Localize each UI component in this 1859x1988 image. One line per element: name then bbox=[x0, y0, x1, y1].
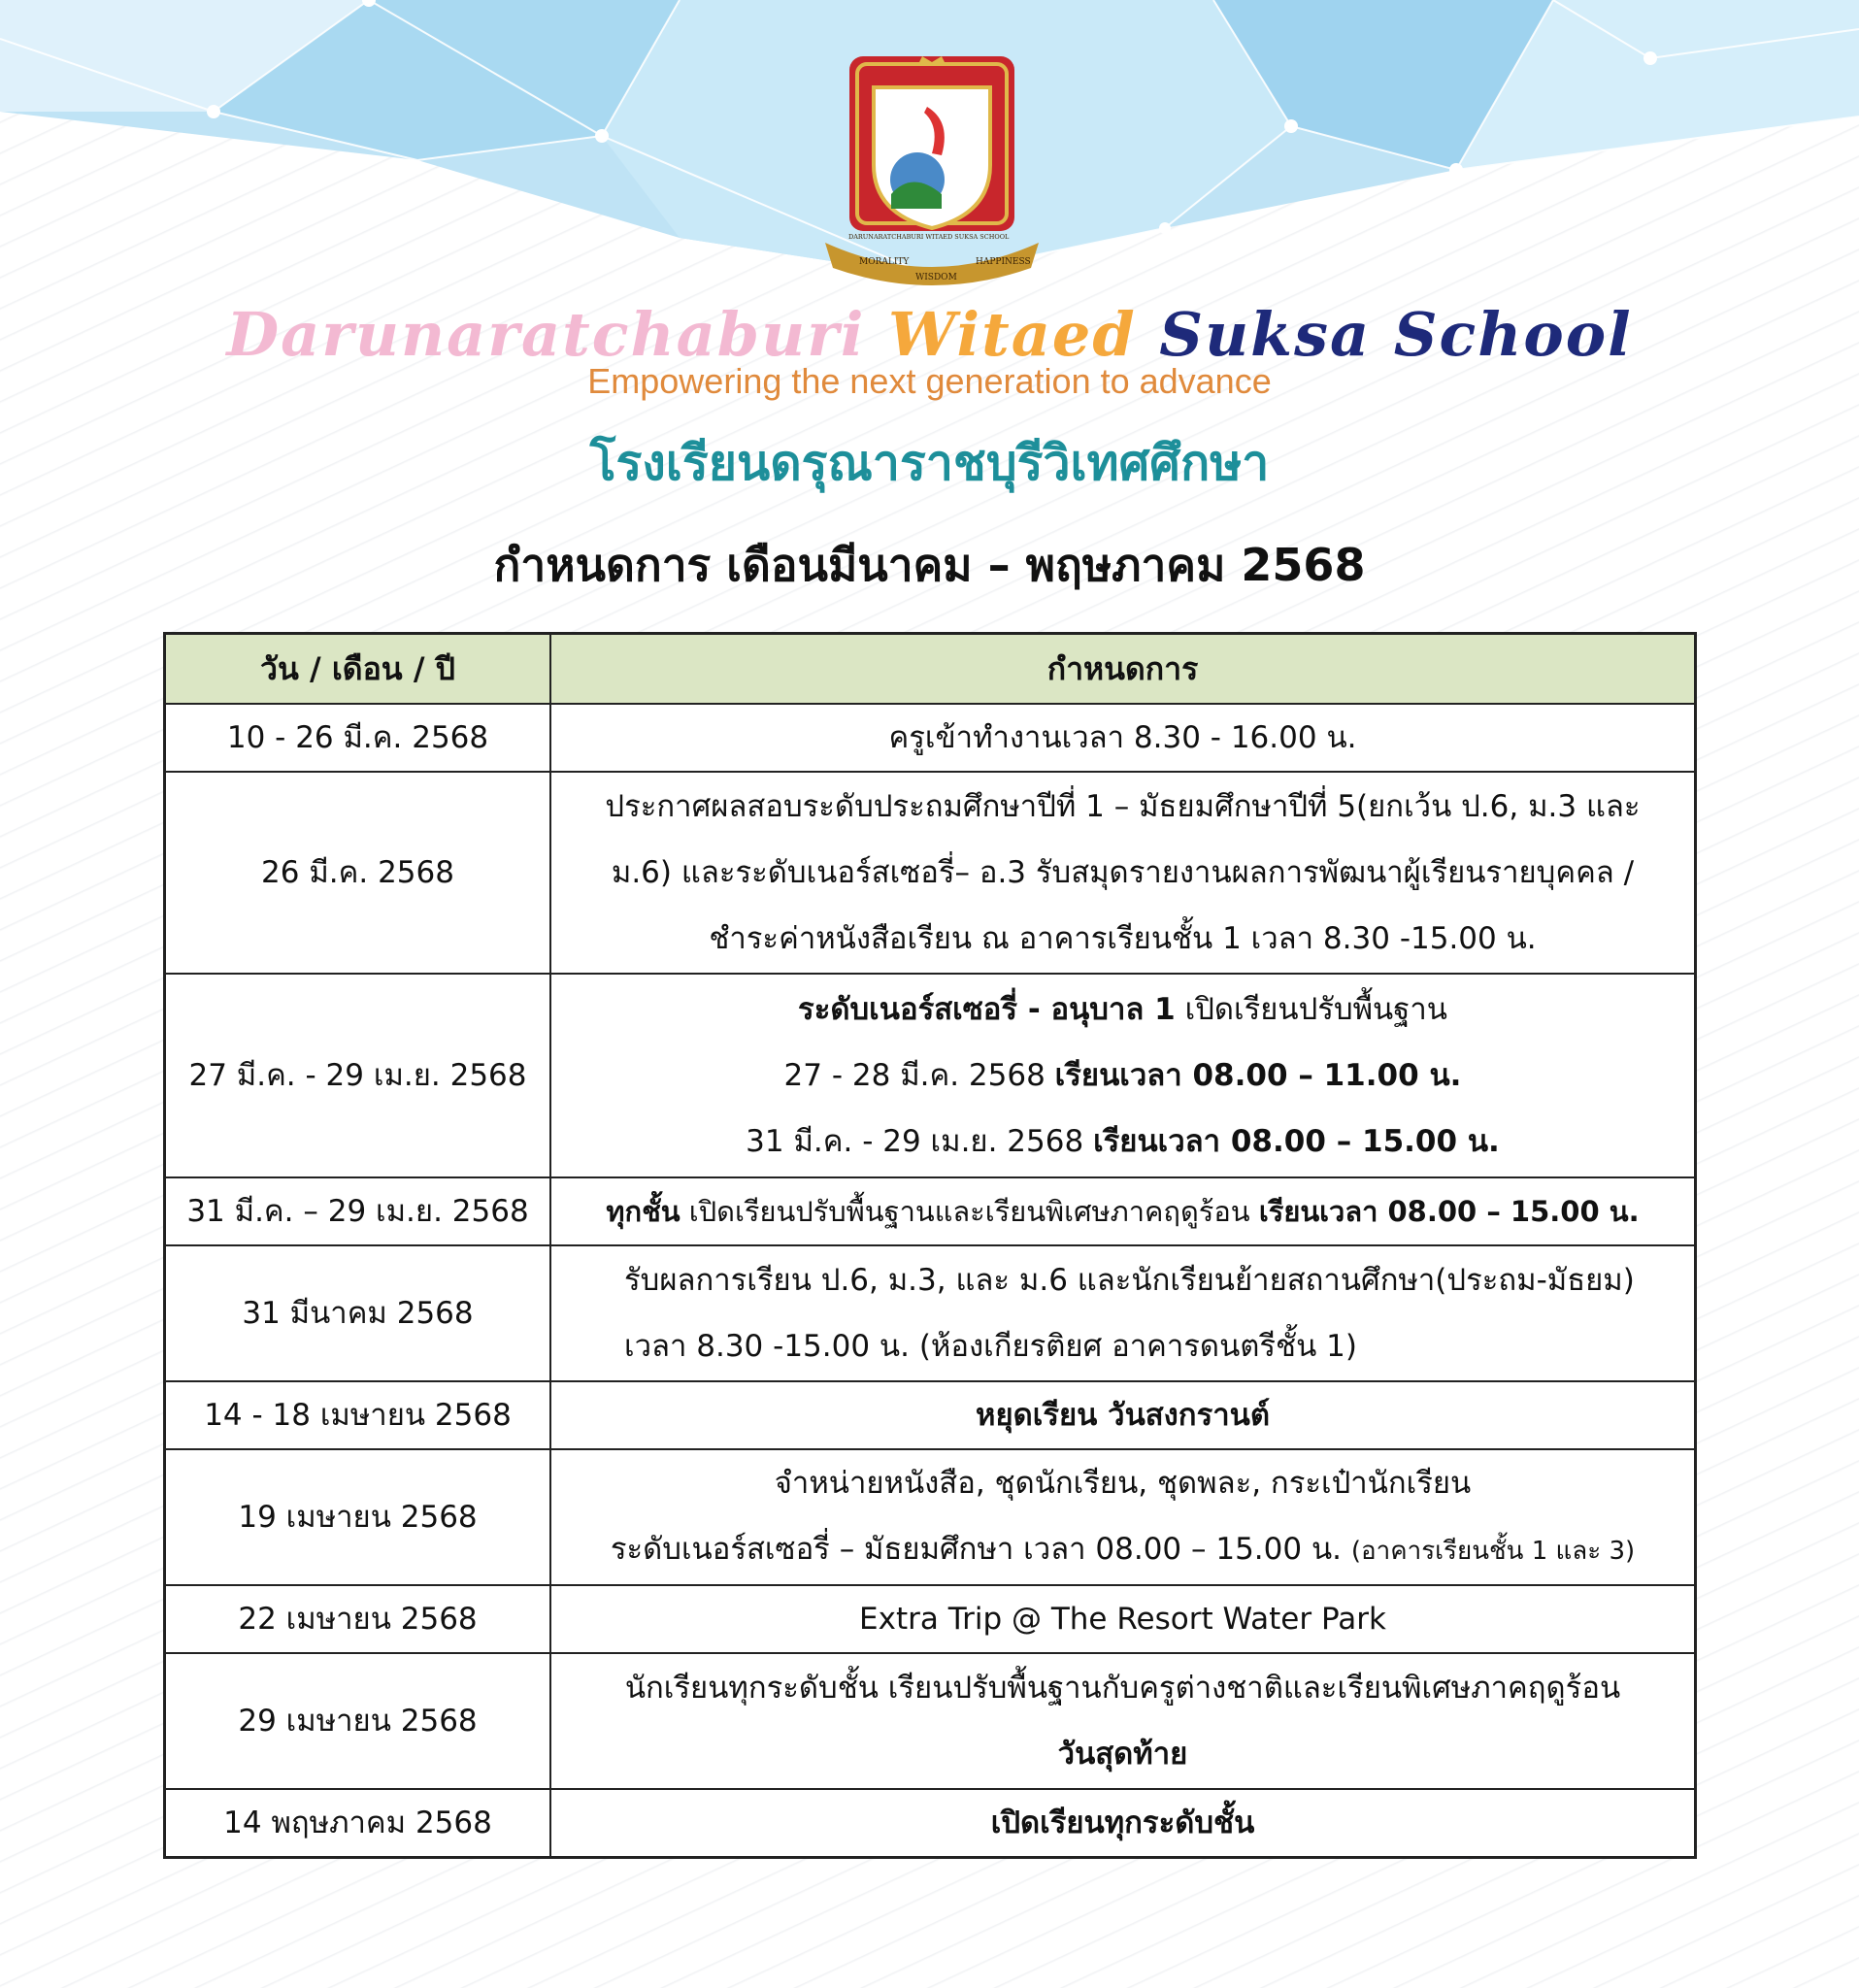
row-activity bbox=[550, 1789, 1696, 1858]
crest-motto-left: MORALITY bbox=[859, 257, 910, 267]
row-date: 31 มี.ค. – 29 เม.ย. 2568 bbox=[165, 1177, 551, 1245]
crest-motto-right: HAPPINESS bbox=[976, 257, 1031, 267]
crest-ribbon-text: DARUNARATCHABURI WITAED SUKSA SCHOOL bbox=[848, 233, 1010, 241]
activity-text: ระดับเนอร์สเซอรี่ – มัธยมศึกษา เวลา 08.00 – 15.00 น. bbox=[610, 1531, 1351, 1567]
row-date: 14 พฤษภาคม 2568 bbox=[165, 1789, 551, 1858]
school-tagline: Empowering the next generation to advance bbox=[587, 361, 1272, 401]
activity-line bbox=[561, 1043, 1684, 1109]
activity-line bbox=[561, 977, 1684, 1043]
row-date: 26 มี.ค. 2568 bbox=[165, 772, 551, 974]
activity-line: นักเรียนทุกระดับชั้น เรียนปรับพื้นฐานกับครูต่างชาติและเรียนพิเศษภาคฤดูร้อน bbox=[624, 1670, 1621, 1706]
crest-motto-center: WISDOM bbox=[915, 273, 957, 282]
row-date: 31 มีนาคม 2568 bbox=[165, 1245, 551, 1381]
activity-text: เปิดเรียนปรับพื้นฐาน bbox=[1175, 991, 1447, 1027]
row-date: 14 - 18 เมษายน 2568 bbox=[165, 1381, 551, 1449]
activity-line: Extra Trip @ The Resort Water Park bbox=[859, 1601, 1386, 1637]
row-activity bbox=[550, 1245, 1696, 1381]
row-activity bbox=[550, 1653, 1696, 1789]
activity-bold: เรียนเวลา 08.00 – 15.00 น. bbox=[1093, 1123, 1500, 1159]
activity-line: ครูเข้าทำงานเวลา 8.30 - 16.00 น. bbox=[888, 719, 1357, 755]
row-date: 19 เมษายน 2568 bbox=[165, 1449, 551, 1585]
row-date: 22 เมษายน 2568 bbox=[165, 1585, 551, 1653]
table-row bbox=[165, 1177, 1696, 1245]
activity-line: ประกาศผลสอบระดับประถมศึกษาปีที่ 1 – มัธยมศึกษาปีที่ 5(ยกเว้น ป.6, ม.3 และ bbox=[605, 788, 1641, 824]
activity-bold: เรียนเวลา 08.00 – 11.00 น. bbox=[1054, 1057, 1462, 1093]
activity-bold: ทุกชั้น bbox=[606, 1194, 681, 1228]
activity-note: (อาคารเรียนชั้น 1 และ 3) bbox=[1350, 1536, 1636, 1566]
row-date: 29 เมษายน 2568 bbox=[165, 1653, 551, 1789]
row-activity bbox=[550, 1381, 1696, 1449]
row-activity bbox=[550, 772, 1696, 974]
activity-line: ชำระค่าหนังสือเรียน ณ อาคารเรียนชั้น 1 เวลา 8.30 -15.00 น. bbox=[709, 920, 1537, 956]
activity-text: เปิดเรียนปรับพื้นฐานและเรียนพิเศษภาคฤดูร้อน bbox=[680, 1194, 1259, 1228]
table-row bbox=[165, 1653, 1696, 1789]
school-crest-logo bbox=[806, 49, 1058, 301]
activity-text: 27 - 28 มี.ค. 2568 bbox=[783, 1057, 1055, 1093]
row-date: 27 มี.ค. - 29 เม.ย. 2568 bbox=[165, 974, 551, 1177]
school-name-thai: โรงเรียนดรุณาราชบุรีวิเทศศึกษา bbox=[589, 435, 1270, 491]
table-row bbox=[165, 1789, 1696, 1858]
activity-line bbox=[561, 1516, 1684, 1584]
page-title: กำหนดการ เดือนมีนาคม – พฤษภาคม 2568 bbox=[493, 539, 1366, 591]
schedule-table bbox=[163, 632, 1697, 1859]
activity-bold: เปิดเรียนทุกระดับชั้น bbox=[990, 1805, 1255, 1840]
row-activity bbox=[550, 704, 1696, 772]
school-name-english bbox=[0, 299, 1859, 370]
header-activity: กำหนดการ bbox=[550, 634, 1696, 704]
school-name-part2: Witaed bbox=[888, 299, 1160, 370]
row-activity bbox=[550, 974, 1696, 1177]
row-activity bbox=[550, 1177, 1696, 1245]
table-row bbox=[165, 704, 1696, 772]
table-header-row bbox=[165, 634, 1696, 704]
activity-line: วันสุดท้าย bbox=[1057, 1736, 1188, 1772]
row-activity bbox=[550, 1449, 1696, 1585]
row-activity bbox=[550, 1585, 1696, 1653]
school-name-part1: Darunaratchaburi bbox=[226, 299, 888, 370]
activity-line: ม.6) และระดับเนอร์สเซอรี่– อ.3 รับสมุดรายงานผลการพัฒนาผู้เรียนรายบุคคล / bbox=[611, 854, 1635, 890]
activity-text: 31 มี.ค. - 29 เม.ย. 2568 bbox=[746, 1123, 1094, 1159]
row-date: 10 - 26 มี.ค. 2568 bbox=[165, 704, 551, 772]
header-date: วัน / เดือน / ปี bbox=[165, 634, 551, 704]
activity-line: จำหน่ายหนังสือ, ชุดนักเรียน, ชุดพละ, กระเป๋านักเรียน bbox=[774, 1465, 1472, 1501]
activity-line: เวลา 8.30 -15.00 น. (ห้องเกียรติยศ อาคารดนตรีชั้น 1) bbox=[624, 1328, 1357, 1364]
activity-line bbox=[561, 1109, 1684, 1175]
table-row bbox=[165, 772, 1696, 974]
activity-bold: หยุดเรียน วันสงกรานต์ bbox=[976, 1397, 1270, 1433]
table-row bbox=[165, 1245, 1696, 1381]
activity-bold: เรียนเวลา 08.00 – 15.00 น. bbox=[1258, 1194, 1640, 1228]
table-row bbox=[165, 1381, 1696, 1449]
activity-bold: ระดับเนอร์สเซอรี่ - อนุบาล 1 bbox=[798, 991, 1176, 1027]
table-row bbox=[165, 1585, 1696, 1653]
school-name-part3: Suksa School bbox=[1159, 299, 1633, 370]
activity-line: รับผลการเรียน ป.6, ม.3, และ ม.6 และนักเรียนย้ายสถานศึกษา(ประถม-มัธยม) bbox=[624, 1262, 1635, 1298]
table-row bbox=[165, 974, 1696, 1177]
table-row bbox=[165, 1449, 1696, 1585]
